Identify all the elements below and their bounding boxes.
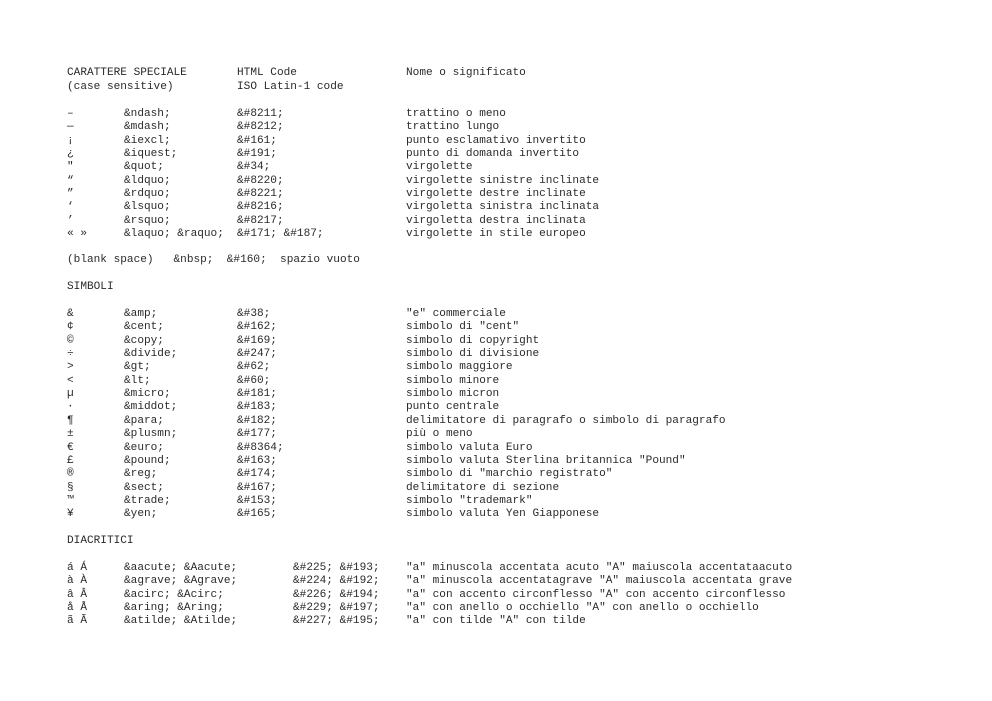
char-cell: £	[67, 454, 74, 467]
char-cell: ±	[67, 428, 74, 441]
name-cell: delimitatore di paragrafo o simbolo di paragrafo	[406, 414, 726, 427]
entity-cell: &euro;	[124, 441, 164, 454]
code-cell: &#181;	[237, 388, 277, 401]
name-cell: trattino lungo	[406, 121, 500, 134]
blank-space-row	[0, 253, 360, 267]
diacritici-heading-row	[0, 534, 134, 548]
code-cell: &#247;	[237, 348, 277, 361]
name-cell: punto esclamativo invertito	[406, 134, 586, 147]
code-cell: &#62;	[237, 361, 271, 374]
char-cell: ’	[67, 214, 74, 227]
char-cell: “	[67, 174, 74, 187]
code-cell: &#8216;	[237, 201, 284, 214]
code-cell: &#174;	[237, 468, 277, 481]
entity-cell: &ldquo;	[124, 174, 171, 187]
char-cell: –	[67, 108, 74, 120]
name-cell: virgolette destre inclinate	[406, 188, 586, 201]
name-cell: simbolo minore	[406, 374, 500, 387]
blank-space-text: (blank space) &nbsp; &#160; spazio vuoto	[67, 254, 360, 266]
code-cell: &#34;	[237, 161, 271, 174]
char-cell: &	[67, 308, 74, 320]
entity-cell: &middot;	[124, 401, 178, 414]
name-cell: "a" minuscola accentata acuto "A" maiuscola accentataacuto	[406, 562, 793, 574]
header-row-2	[0, 80, 344, 94]
name-cell: più o meno	[406, 428, 473, 441]
char-cell: â Â	[67, 588, 87, 601]
entity-cell: &yen;	[124, 508, 158, 521]
name-cell: simbolo valuta Sterlina britannica "Pound"	[406, 454, 686, 467]
char-cell: ”	[67, 188, 74, 201]
char-cell: ©	[67, 334, 74, 347]
section-heading-diacritici: DIACRITICI	[67, 535, 134, 547]
code-cell: &#8221;	[237, 188, 284, 201]
entity-cell: &trade;	[124, 494, 171, 507]
code-cell: &#169;	[237, 334, 277, 347]
entity-cell: &copy;	[124, 334, 164, 347]
entity-cell: &para;	[124, 414, 164, 427]
entity-cell: &reg;	[124, 468, 158, 481]
char-cell: ¿	[67, 148, 74, 161]
char-cell: « »	[67, 228, 87, 241]
entity-cell: &micro;	[124, 388, 171, 401]
name-cell: virgolette sinistre inclinate	[406, 174, 600, 187]
name-cell: "a" minuscola accentatagrave "A" maiuscola accentata grave	[406, 575, 793, 588]
char-cell: ·	[67, 401, 74, 414]
code-cell: &#229; &#197;	[293, 602, 380, 615]
code-cell: &#8217;	[237, 214, 284, 227]
char-cell: ™	[67, 494, 74, 507]
entity-cell: &aring; &Aring;	[124, 602, 224, 615]
entity-cell: &ndash;	[124, 108, 171, 120]
char-cell: å Å	[67, 602, 87, 615]
code-cell: &#153;	[237, 494, 277, 507]
code-cell: &#8220;	[237, 174, 284, 187]
char-cell: §	[67, 481, 74, 494]
code-cell: &#163;	[237, 454, 277, 467]
char-cell: <	[67, 374, 74, 387]
char-cell: ÷	[67, 348, 74, 361]
entity-cell: &quot;	[124, 161, 164, 174]
name-cell: simbolo di "marchio registrato"	[406, 468, 613, 481]
entity-cell: &lsquo;	[124, 201, 171, 214]
entity-cell: &divide;	[124, 348, 178, 361]
entity-cell: &amp;	[124, 308, 158, 320]
code-cell: &#226; &#194;	[293, 588, 380, 601]
entity-cell: &rsquo;	[124, 214, 171, 227]
char-cell: "	[67, 161, 74, 174]
code-cell: &#167;	[237, 481, 277, 494]
entity-cell: &lt;	[124, 374, 151, 387]
entity-cell: &sect;	[124, 481, 164, 494]
header-html-code: HTML Code	[237, 67, 297, 79]
section-heading-simboli: SIMBOLI	[67, 281, 114, 293]
name-cell: punto centrale	[406, 401, 500, 414]
char-cell: ã Ã	[67, 615, 87, 628]
name-cell: delimitatore di sezione	[406, 481, 560, 494]
name-cell: trattino o meno	[406, 108, 506, 120]
header-meaning: Nome o significato	[406, 67, 526, 79]
code-cell: &#8212;	[237, 121, 284, 134]
code-cell: &#171; &#187;	[237, 228, 324, 241]
name-cell: simbolo micron	[406, 388, 500, 401]
code-cell: &#224; &#192;	[293, 575, 380, 588]
name-cell: virgolette	[406, 161, 473, 174]
char-cell: ¡	[67, 134, 74, 147]
entity-cell: &iquest;	[124, 148, 178, 161]
char-cell: €	[67, 441, 74, 454]
name-cell: simbolo di copyright	[406, 334, 540, 347]
name-cell: simbolo valuta Euro	[406, 441, 533, 454]
name-cell: simbolo maggiore	[406, 361, 513, 374]
name-cell: virgoletta sinistra inclinata	[406, 201, 600, 214]
simboli-heading-row	[0, 280, 114, 294]
entity-cell: &mdash;	[124, 121, 171, 134]
code-cell: &#191;	[237, 148, 277, 161]
code-cell: &#38;	[237, 308, 271, 320]
entity-cell: &cent;	[124, 321, 164, 334]
char-cell: —	[67, 121, 74, 134]
entity-cell: &plusmn;	[124, 428, 178, 441]
name-cell: virgolette in stile europeo	[406, 228, 586, 241]
code-cell: &#183;	[237, 401, 277, 414]
code-cell: &#182;	[237, 414, 277, 427]
name-cell: "e" commerciale	[406, 308, 506, 320]
name-cell: simbolo di divisione	[406, 348, 540, 361]
char-cell: ¥	[67, 508, 74, 521]
entity-cell: &iexcl;	[124, 134, 171, 147]
entity-cell: &laquo; &raquo;	[124, 228, 224, 241]
char-cell: ¶	[67, 414, 74, 427]
code-cell: &#165;	[237, 508, 277, 521]
code-cell: &#162;	[237, 321, 277, 334]
code-cell: &#60;	[237, 374, 271, 387]
header-iso-code: ISO Latin-1 code	[237, 81, 344, 93]
entity-cell: &rdquo;	[124, 188, 171, 201]
char-cell: ®	[67, 468, 74, 481]
header-special-char: CARATTERE SPECIALE	[67, 67, 187, 79]
name-cell: punto di domanda invertito	[406, 148, 580, 161]
code-cell: &#225; &#193;	[293, 562, 380, 574]
char-cell: µ	[67, 388, 74, 401]
entity-cell: &atilde; &Atilde;	[124, 615, 238, 628]
name-cell: simbolo di "cent"	[406, 321, 520, 334]
char-cell: ¢	[67, 321, 74, 334]
char-cell: ‘	[67, 201, 74, 214]
code-cell: &#227; &#195;	[293, 615, 380, 628]
entity-cell: &acirc; &Acirc;	[124, 588, 224, 601]
name-cell: simbolo valuta Yen Giapponese	[406, 508, 600, 521]
code-cell: &#8364;	[237, 441, 284, 454]
entity-cell: &pound;	[124, 454, 171, 467]
header-row-1	[0, 66, 526, 80]
name-cell: "a" con tilde "A" con tilde	[406, 615, 586, 628]
name-cell: virgoletta destra inclinata	[406, 214, 586, 227]
code-cell: &#8211;	[237, 108, 284, 120]
entity-cell: &aacute; &Aacute;	[124, 562, 238, 574]
entity-cell: &agrave; &Agrave;	[124, 575, 238, 588]
name-cell: simbolo "trademark"	[406, 494, 533, 507]
name-cell: "a" con accento circonflesso "A" con accento circonflesso	[406, 588, 786, 601]
code-cell: &#161;	[237, 134, 277, 147]
entity-cell: &gt;	[124, 361, 151, 374]
code-cell: &#177;	[237, 428, 277, 441]
char-cell: à À	[67, 575, 87, 588]
name-cell: "a" con anello o occhiello "A" con anello o occhiello	[406, 602, 759, 615]
header-case-sensitive: (case sensitive)	[67, 81, 174, 93]
char-cell: á Á	[67, 562, 87, 574]
char-cell: >	[67, 361, 74, 374]
